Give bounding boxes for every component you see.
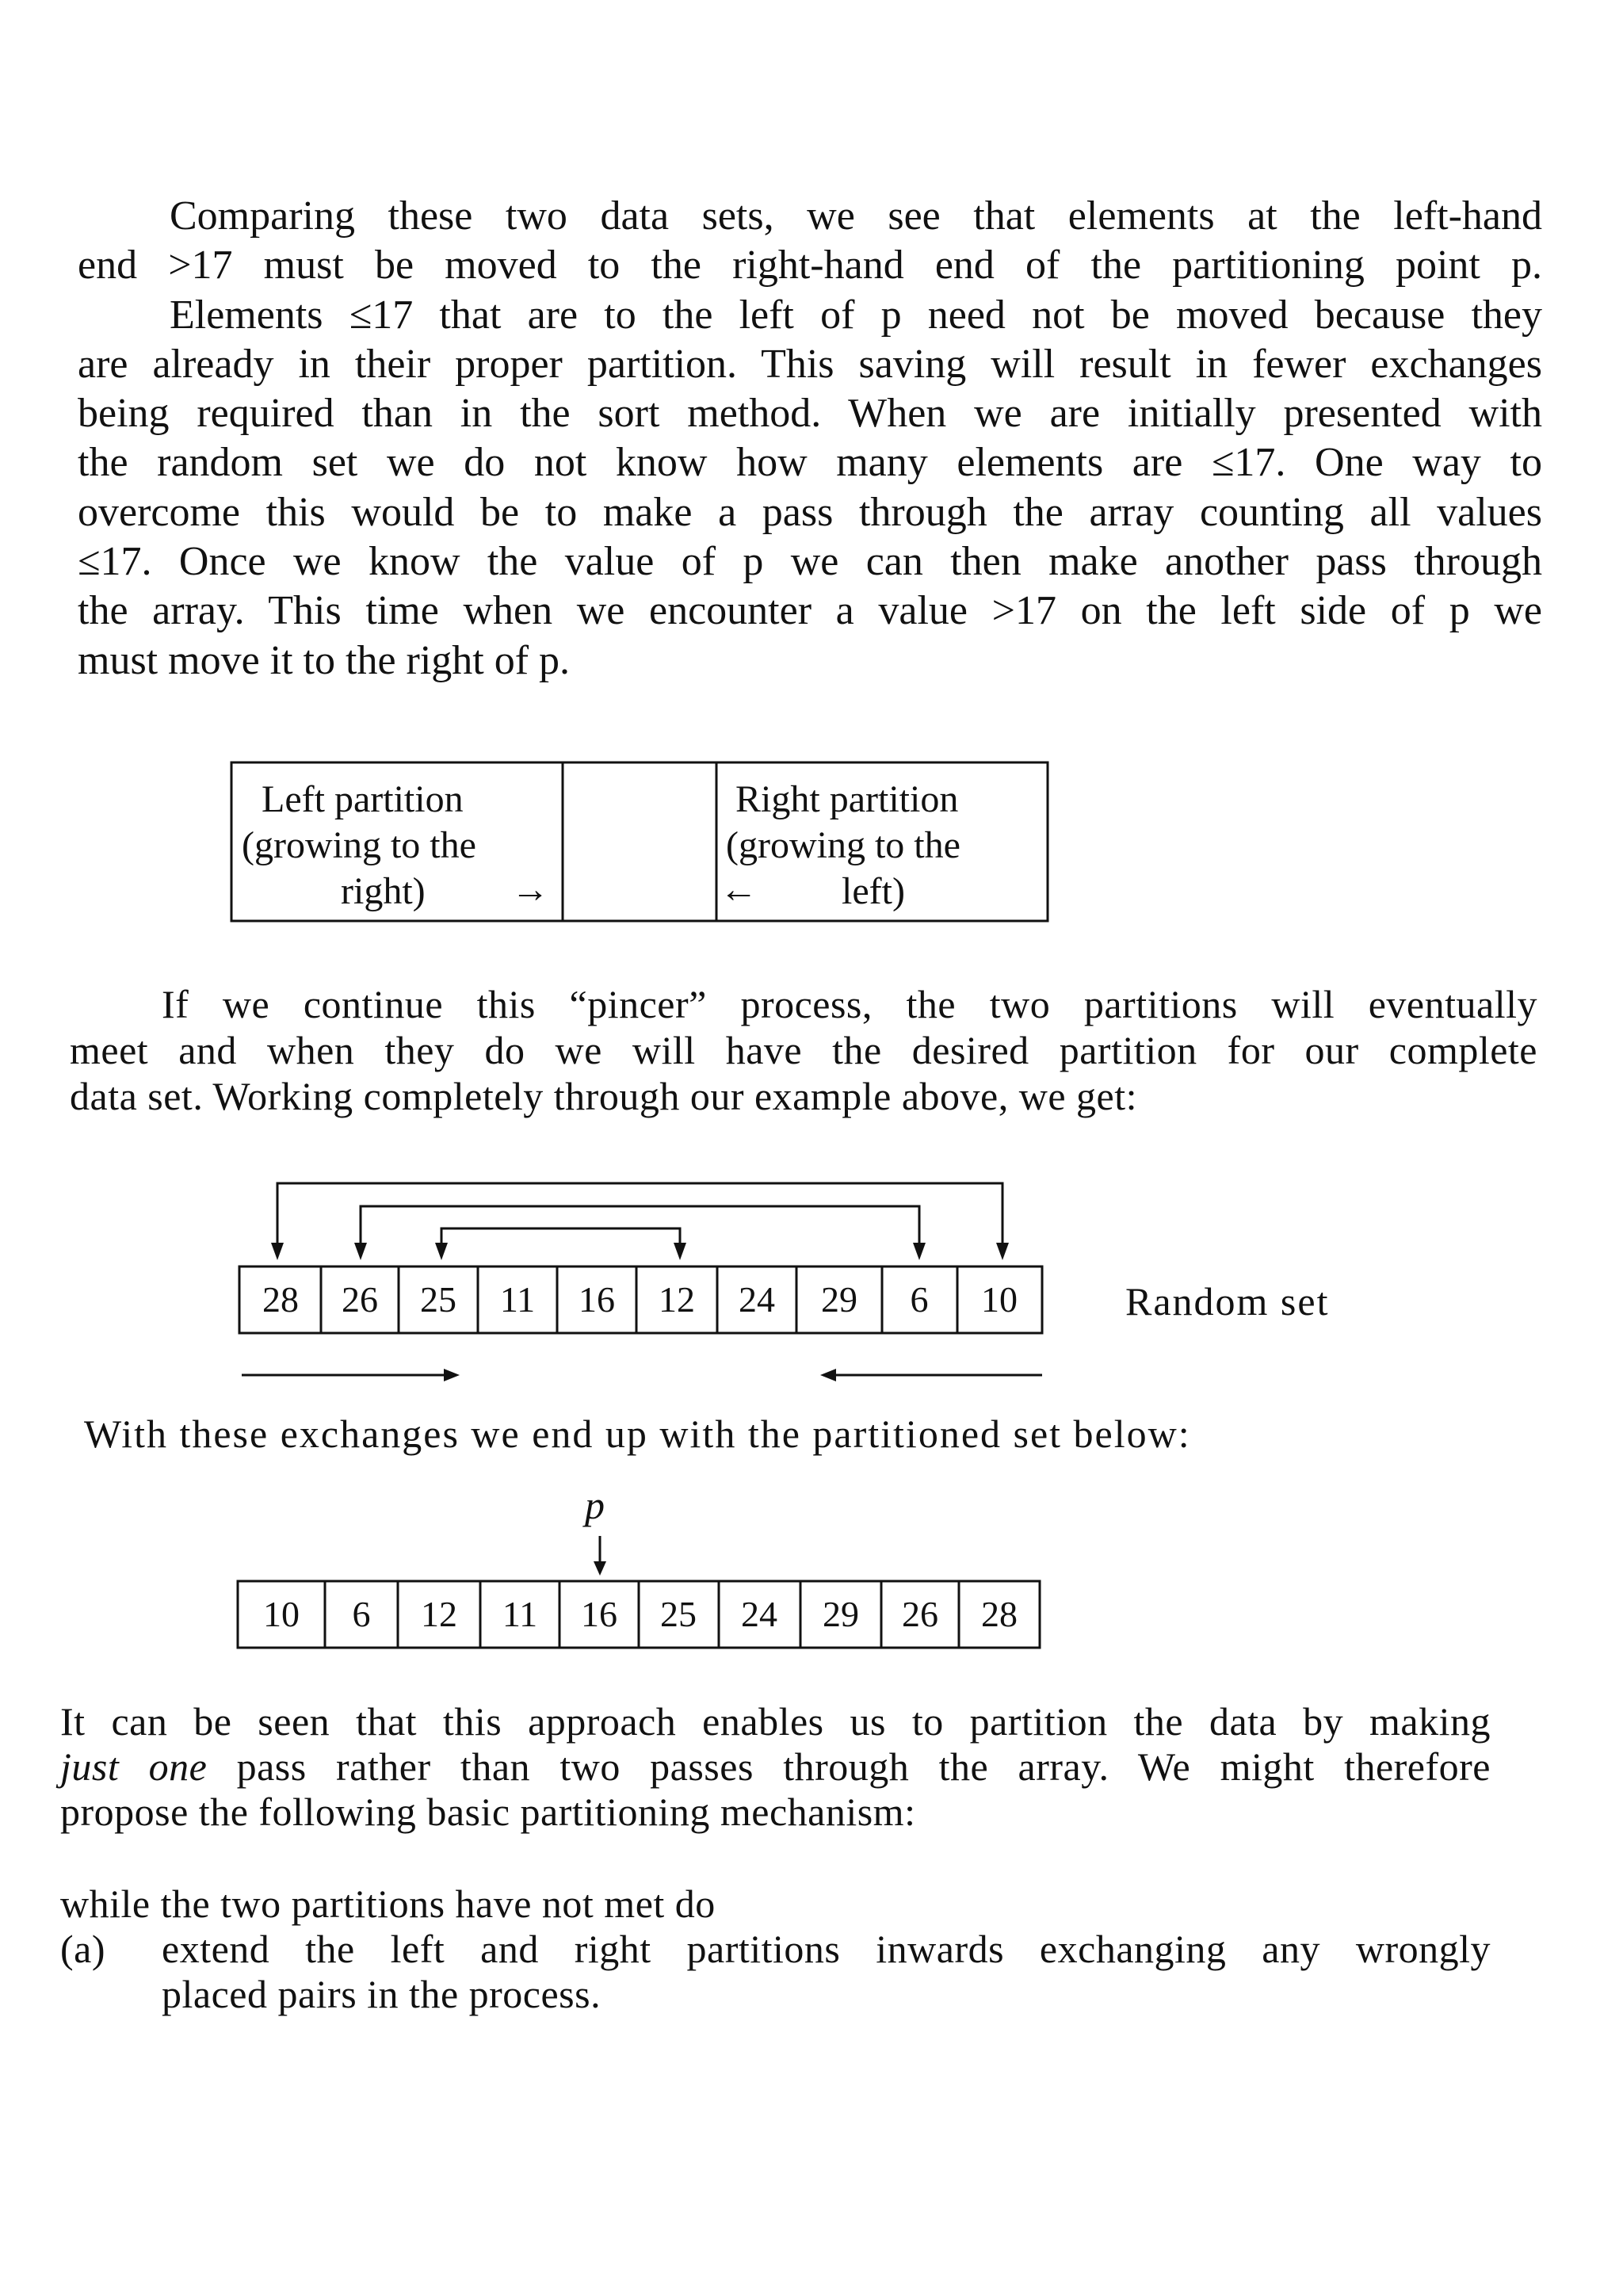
left-partition-line: right): [341, 870, 426, 912]
scan-arrows: [242, 1369, 1042, 1381]
random-set-cell: 16: [579, 1279, 615, 1320]
text-line: It can be seen that this approach enables us to partition the data by making: [60, 1699, 1491, 1744]
left-partition-line: (growing to the: [242, 824, 476, 866]
partitioned-set-cell: 25: [660, 1594, 697, 1634]
text-line: propose the following basic partitioning mechanism:: [60, 1790, 916, 1834]
text-line: Comparing these two data sets, we see that elements at the left-hand: [170, 193, 1542, 239]
text-line: ≤17. Once we know the value of p we can then make another pass through: [78, 539, 1542, 585]
right-arrow-icon: →: [511, 869, 549, 911]
paragraph-2: [70, 981, 1537, 1119]
text-line: the array. This time when we encounter a value >17 on the left side of p we: [78, 588, 1542, 634]
arrowhead-down: [271, 1243, 284, 1260]
exchange-bracket-outer: [277, 1183, 1002, 1244]
arrowhead-down: [435, 1243, 448, 1260]
right-partition-line: left): [842, 870, 905, 912]
algorithm-block: [60, 1881, 1491, 2017]
random-set-cell: 26: [342, 1279, 378, 1320]
partitioned-set-cell: 29: [823, 1594, 859, 1634]
exchange-arrowheads: [271, 1243, 1009, 1260]
text-line: overcome this would be to make a pass through the array counting all values: [78, 489, 1542, 535]
text-line: are already in their proper partition. This saving will result in fewer exchanges: [78, 341, 1542, 387]
random-set-cell: 6: [910, 1279, 929, 1320]
partitioned-set-cell: 24: [741, 1594, 777, 1634]
pointer-label: p: [585, 1483, 605, 1527]
algorithm-item: [60, 1927, 1491, 1972]
emphasis-text: just one: [60, 1744, 208, 1789]
exchange-brackets: [277, 1183, 1002, 1244]
left-arrow-icon: ←: [720, 869, 758, 911]
random-set-cell: 25: [420, 1279, 456, 1320]
item-line: extend the left and right partitions inwards exchanging any wrongly: [162, 1927, 1491, 1971]
item-line: placed pairs in the process.: [162, 1972, 601, 2016]
item-label: (a): [60, 1927, 105, 1971]
paragraph-3: [60, 1699, 1491, 1835]
random-set-cell: 29: [821, 1279, 857, 1320]
pointer-arrow: [594, 1536, 606, 1576]
random-set-cell: 28: [262, 1279, 299, 1320]
arrowhead-left: [820, 1369, 836, 1381]
text-line: Elements ≤17 that are to the left of p need not be moved because they: [170, 292, 1542, 338]
exchange-bracket-inner: [441, 1228, 680, 1244]
right-partition-line: Right partition: [735, 778, 959, 820]
algorithm-header: while the two partitions have not met do: [60, 1881, 716, 1926]
arrowhead-down: [354, 1243, 367, 1260]
text-line: end >17 must be moved to the right-hand end of the partitioning point p.: [78, 243, 1542, 288]
arrowhead-right: [444, 1369, 460, 1381]
random-set-cell: 10: [981, 1279, 1018, 1320]
random-set-cell: 11: [499, 1279, 536, 1320]
partitioned-set-cell: 11: [502, 1594, 538, 1634]
partitioned-set-cell: 12: [421, 1594, 457, 1634]
text-line: the random set we do not know how many elements are ≤17. One way to: [78, 440, 1542, 486]
random-set-label: Random set: [1125, 1279, 1330, 1324]
arrowhead-down: [674, 1243, 686, 1260]
text-run: pass rather than two passes through the array. We might therefore: [207, 1744, 1491, 1789]
text-line: meet and when they do we will have the desired partition for our complete: [70, 1028, 1537, 1072]
text-line: must move it to the right of p.: [78, 637, 571, 683]
partitioned-set-cell: 28: [981, 1594, 1018, 1634]
partitioned-set-cell: 10: [263, 1594, 300, 1634]
exchange-caption: With these exchanges we end up with the partitioned set below:: [84, 1412, 1191, 1456]
partitioned-set-cell: 16: [581, 1594, 617, 1634]
random-set-cell: 12: [659, 1279, 695, 1320]
text-line: [60, 1744, 1491, 1790]
exchange-bracket-middle: [361, 1206, 919, 1244]
partitioned-set-cell: 6: [352, 1594, 371, 1634]
text-line: data set. Working completely through our example above, we get:: [70, 1074, 1138, 1118]
right-partition-line: (growing to the: [726, 824, 960, 866]
arrowhead-down: [913, 1243, 926, 1260]
random-set-cell: 24: [739, 1279, 775, 1320]
arrowhead-down: [996, 1243, 1009, 1260]
text-line: If we continue this “pincer” process, the two partitions will eventually: [162, 982, 1537, 1026]
left-partition-line: Left partition: [262, 778, 464, 820]
partitioned-set-cell: 26: [902, 1594, 938, 1634]
text-line: being required than in the sort method. When we are initially presented with: [78, 391, 1542, 437]
